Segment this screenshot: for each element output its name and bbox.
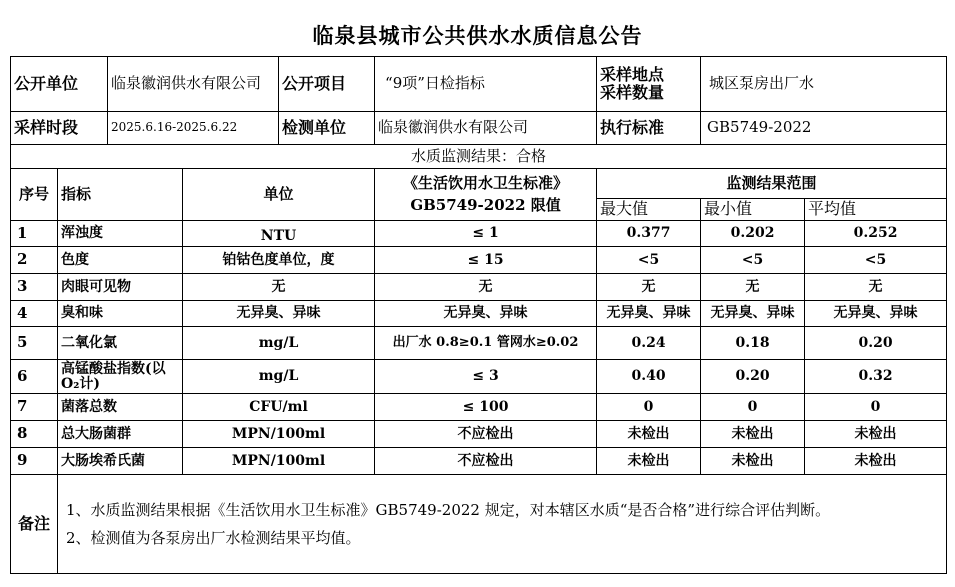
cell-indicator: 高锰酸盐指数(以O₂计) xyxy=(58,360,183,394)
table-row xyxy=(11,221,947,247)
cell-index: 5 xyxy=(11,327,58,360)
header-min: 最小值 xyxy=(701,199,805,221)
cell-max: 0 xyxy=(597,394,701,421)
cell-min: <5 xyxy=(701,247,805,274)
header-max: 最大值 xyxy=(597,199,701,221)
cell-min: 未检出 xyxy=(701,448,805,475)
cell-max: 未检出 xyxy=(597,421,701,448)
cell-index: 1 xyxy=(11,221,58,247)
cell-indicator: 二氧化氯 xyxy=(58,327,183,360)
cell-unit: CFU/ml xyxy=(183,394,375,421)
cell-index: 6 xyxy=(11,360,58,394)
cell-indicator: 色度 xyxy=(58,247,183,274)
info-row-2 xyxy=(11,112,947,145)
cell-max: 未检出 xyxy=(597,448,701,475)
cell-max: 无异臭、异味 xyxy=(597,301,701,327)
cell-unit: mg/L xyxy=(183,327,375,360)
table-row xyxy=(11,247,947,274)
cell-limit: ≤ 100 xyxy=(375,394,597,421)
cell-unit: 铂钴色度单位，度 xyxy=(183,247,375,274)
info-row-1 xyxy=(11,57,947,112)
value-publisher: 临泉徽润供水有限公司 xyxy=(108,57,279,112)
header-avg: 平均值 xyxy=(805,199,947,221)
cell-min: 无 xyxy=(701,274,805,301)
cell-avg: 未检出 xyxy=(805,421,947,448)
notes-label: 备注 xyxy=(11,475,58,574)
cell-limit: 出厂水 0.8≥0.1 管网水≥0.02 xyxy=(375,327,597,360)
notes-content xyxy=(58,475,947,574)
cell-limit: 无异臭、异味 xyxy=(375,301,597,327)
table-row xyxy=(11,327,947,360)
label-testing-unit: 检测单位 xyxy=(279,112,375,145)
cell-max: <5 xyxy=(597,247,701,274)
cell-limit: 无 xyxy=(375,274,597,301)
cell-avg: 0.252 xyxy=(805,221,947,247)
cell-indicator: 浑浊度 xyxy=(58,221,183,247)
cell-avg: 0 xyxy=(805,394,947,421)
header-row xyxy=(11,169,947,199)
cell-min: 无异臭、异味 xyxy=(701,301,805,327)
cell-unit: NTU xyxy=(183,221,375,247)
cell-index: 7 xyxy=(11,394,58,421)
value-sampling-period: 2025.6.16-2025.6.22 xyxy=(108,112,279,145)
table-row xyxy=(11,360,947,394)
value-standard: GB5749-2022 xyxy=(701,112,947,145)
cell-unit: MPN/100ml xyxy=(183,448,375,475)
cell-limit: 不应检出 xyxy=(375,421,597,448)
label-sampling-period: 采样时段 xyxy=(11,112,108,145)
cell-unit: 无异臭、异味 xyxy=(183,301,375,327)
cell-index: 9 xyxy=(11,448,58,475)
cell-max: 0.24 xyxy=(597,327,701,360)
cell-indicator: 菌落总数 xyxy=(58,394,183,421)
cell-indicator: 臭和味 xyxy=(58,301,183,327)
header-indicator: 指标 xyxy=(58,169,183,221)
notes-line-1: 1、水质监测结果根据《生活饮用水卫生标准》GB5749-2022 规定，对本辖区水质“是否合格”进行综合评估判断。 xyxy=(66,501,831,519)
cell-unit: 无 xyxy=(183,274,375,301)
cell-unit: mg/L xyxy=(183,360,375,394)
cell-avg: 无 xyxy=(805,274,947,301)
cell-limit: ≤ 15 xyxy=(375,247,597,274)
cell-max: 0.40 xyxy=(597,360,701,394)
label-sampling-quantity-text: 采样数量 xyxy=(600,83,665,102)
label-project: 公开项目 xyxy=(279,57,375,112)
label-publisher: 公开单位 xyxy=(11,57,108,112)
cell-max: 无 xyxy=(597,274,701,301)
table-row xyxy=(11,421,947,448)
result-summary-row xyxy=(11,145,947,169)
cell-limit: ≤ 1 xyxy=(375,221,597,247)
value-sampling-location: 城区泵房出厂水 xyxy=(701,57,947,112)
cell-min: 未检出 xyxy=(701,421,805,448)
label-standard: 执行标准 xyxy=(597,112,701,145)
cell-limit: ≤ 3 xyxy=(375,360,597,394)
table-row xyxy=(11,274,947,301)
label-sampling-location-text: 采样地点 xyxy=(600,64,665,84)
cell-index: 8 xyxy=(11,421,58,448)
water-quality-table xyxy=(10,56,947,574)
cell-indicator: 大肠埃希氏菌 xyxy=(58,448,183,475)
value-testing-unit: 临泉徽润供水有限公司 xyxy=(375,112,597,145)
notes-row xyxy=(11,475,947,574)
cell-avg: 无异臭、异味 xyxy=(805,301,947,327)
header-standard-limit xyxy=(375,169,597,221)
cell-avg: 未检出 xyxy=(805,448,947,475)
table-row xyxy=(11,394,947,421)
header-standard-line2: GB5749-2022 限值 xyxy=(410,195,561,214)
cell-indicator: 总大肠菌群 xyxy=(58,421,183,448)
cell-index: 4 xyxy=(11,301,58,327)
cell-indicator: 肉眼可见物 xyxy=(58,274,183,301)
cell-index: 2 xyxy=(11,247,58,274)
page-title: 临泉县城市公共供水水质信息公告 xyxy=(312,24,643,48)
cell-min: 0.20 xyxy=(701,360,805,394)
header-index: 序号 xyxy=(11,169,58,221)
cell-avg: 0.20 xyxy=(805,327,947,360)
cell-limit: 不应检出 xyxy=(375,448,597,475)
notes-line-2: 2、检测值为各泵房出厂水检测结果平均值。 xyxy=(66,529,361,547)
label-sampling-location xyxy=(597,57,701,112)
cell-min: 0.202 xyxy=(701,221,805,247)
cell-unit: MPN/100ml xyxy=(183,421,375,448)
cell-min: 0.18 xyxy=(701,327,805,360)
cell-min: 0 xyxy=(701,394,805,421)
value-project: “9项”日检指标 xyxy=(375,57,597,112)
table-row xyxy=(11,448,947,475)
cell-max: 0.377 xyxy=(597,221,701,247)
header-standard-line1: 《生活饮用水卫生标准》 xyxy=(403,174,569,193)
cell-avg: 0.32 xyxy=(805,360,947,394)
header-range: 监测结果范围 xyxy=(597,169,947,199)
cell-avg: <5 xyxy=(805,247,947,274)
result-summary: 水质监测结果：合格 xyxy=(11,145,947,169)
header-unit: 单位 xyxy=(183,169,375,221)
table-row xyxy=(11,301,947,327)
cell-index: 3 xyxy=(11,274,58,301)
